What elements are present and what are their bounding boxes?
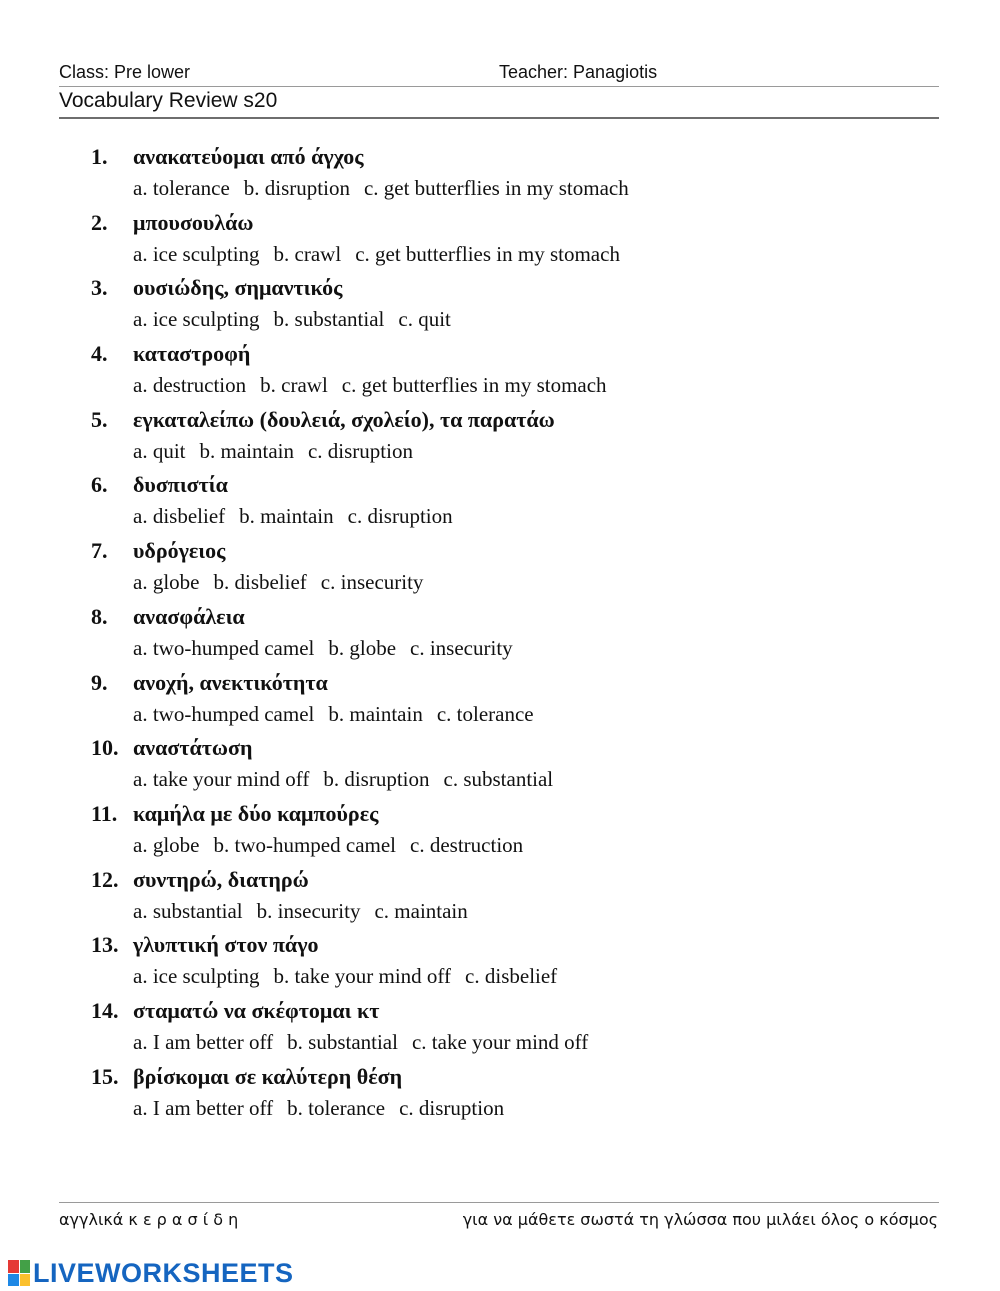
worksheet-title: Vocabulary Review s20	[59, 89, 278, 112]
answer-options	[133, 767, 567, 792]
answer-option[interactable]: c. get butterflies in my stomach	[363, 176, 629, 200]
answer-options	[133, 1096, 518, 1121]
question-item	[0, 996, 1000, 1062]
answer-option[interactable]: a. ice sculpting	[133, 964, 260, 989]
question-prompt: γλυπτική στον πάγο	[133, 932, 319, 958]
answer-option[interactable]: b. substantial	[273, 307, 385, 332]
question-number: 2.	[91, 209, 108, 235]
header-divider	[59, 86, 939, 87]
question-number: 9.	[91, 669, 108, 695]
question-prompt: ανασφάλεια	[133, 603, 245, 629]
answer-option[interactable]: c. maintain	[374, 898, 468, 923]
question-item	[0, 405, 1000, 471]
answer-option[interactable]: a. disbelief	[133, 504, 226, 529]
answer-options	[133, 439, 427, 464]
answer-options	[133, 964, 571, 989]
question-number: 3.	[91, 275, 108, 301]
question-prompt: αναστάτωση	[133, 735, 253, 761]
answer-option[interactable]: b. insecurity	[256, 898, 361, 923]
answer-option[interactable]: b. maintain	[239, 504, 334, 529]
answer-options	[133, 504, 467, 529]
answer-options	[133, 242, 634, 267]
question-item	[0, 1062, 1000, 1128]
answer-option[interactable]: b. disruption	[323, 767, 430, 792]
answer-option[interactable]: b. disbelief	[213, 570, 307, 595]
answer-option[interactable]: b. substantial	[287, 1029, 398, 1054]
question-number: 15.	[91, 1063, 119, 1089]
question-prompt: μπουσουλάω	[133, 209, 254, 235]
liveworksheets-logo-icon	[8, 1260, 30, 1286]
footer-left-text: αγγλικά κ ε ρ α σ ί δ η	[59, 1210, 239, 1229]
question-item	[0, 470, 1000, 536]
answer-option[interactable]: c. tolerance	[436, 701, 534, 726]
answer-options	[133, 702, 548, 727]
answer-option[interactable]: c. disbelief	[465, 964, 558, 989]
answer-option[interactable]: b. two-humped camel	[213, 832, 397, 857]
question-number: 13.	[91, 932, 119, 958]
answer-option[interactable]: b. maintain	[328, 701, 423, 726]
question-prompt: καμήλα με δύο καμπούρες	[133, 800, 379, 826]
question-prompt: δυσπιστία	[133, 472, 228, 498]
question-item	[0, 930, 1000, 996]
answer-option[interactable]: c. insecurity	[410, 635, 513, 660]
answer-option[interactable]: a. take your mind off	[133, 767, 310, 792]
question-item	[0, 865, 1000, 931]
answer-options	[133, 373, 621, 398]
question-prompt: συντηρώ, διατηρώ	[133, 866, 309, 892]
question-number: 5.	[91, 406, 108, 432]
answer-option[interactable]: c. disruption	[347, 504, 453, 529]
answer-options	[133, 833, 537, 858]
teacher-label: Teacher: Panagiotis	[499, 62, 658, 82]
liveworksheets-logo-text: LIVEWORKSHEETS	[33, 1257, 294, 1288]
answer-option[interactable]: c. disruption	[307, 438, 413, 463]
question-number: 8.	[91, 603, 108, 629]
answer-option[interactable]: a. substantial	[133, 898, 243, 923]
question-number: 12.	[91, 866, 119, 892]
question-prompt: ανακατεύομαι από άγχος	[133, 144, 364, 169]
answer-option[interactable]: a. globe	[133, 832, 200, 857]
question-prompt: εγκαταλείπω (δουλειά, σχολείο), τα παρατάω	[133, 406, 555, 432]
question-item	[0, 733, 1000, 799]
answer-option[interactable]: b. crawl	[260, 373, 328, 398]
answer-option[interactable]: c. get butterflies in my stomach	[355, 241, 620, 266]
question-number: 4.	[91, 341, 108, 367]
answer-option[interactable]: c. destruction	[410, 832, 524, 857]
answer-options	[133, 307, 465, 332]
question-number: 14.	[91, 997, 119, 1023]
question-prompt: βρίσκομαι σε καλύτερη θέση	[133, 1063, 403, 1089]
answer-option[interactable]: a. ice sculpting	[133, 307, 260, 332]
answer-option[interactable]: c. insecurity	[320, 570, 424, 595]
question-item	[0, 208, 1000, 274]
answer-options	[133, 899, 482, 924]
answer-option[interactable]: b. take your mind off	[273, 964, 452, 989]
answer-option[interactable]: a. quit	[133, 438, 186, 463]
question-list	[0, 142, 1000, 1127]
answer-option[interactable]: c. disruption	[399, 1095, 505, 1120]
footer-right-text: για να μάθετε σωστά τη γλώσσα που μιλάει όλος ο κόσμος	[462, 1210, 938, 1229]
answer-option[interactable]: a. I am better off	[133, 1095, 274, 1120]
title-divider	[59, 117, 939, 119]
answer-option[interactable]: c. get butterflies in my stomach	[341, 373, 607, 398]
answer-option[interactable]: c. substantial	[443, 767, 554, 792]
answer-option[interactable]: a. ice sculpting	[133, 241, 260, 266]
question-number: 6.	[91, 472, 108, 498]
question-prompt: ουσιώδης, σημαντικός	[133, 275, 343, 301]
answer-option[interactable]: a. tolerance	[133, 176, 230, 200]
question-item	[0, 799, 1000, 865]
answer-option[interactable]: b. disruption	[243, 176, 350, 200]
answer-option[interactable]: c. take your mind off	[411, 1029, 589, 1054]
question-item	[0, 602, 1000, 668]
question-prompt: υδρόγειος	[133, 538, 226, 564]
question-item	[0, 339, 1000, 405]
question-number: 10.	[91, 735, 119, 761]
answer-option[interactable]: a. globe	[133, 570, 200, 595]
footer-divider	[59, 1202, 939, 1203]
answer-option[interactable]: a. two-humped camel	[133, 635, 315, 660]
question-item	[0, 142, 1000, 208]
answer-option[interactable]: b. maintain	[199, 438, 294, 463]
question-prompt: καταστροφή	[133, 341, 251, 367]
question-number: 11.	[91, 800, 118, 826]
answer-option[interactable]: a. I am better off	[133, 1029, 274, 1054]
answer-options	[133, 570, 437, 595]
answer-option[interactable]: b. tolerance	[287, 1095, 386, 1120]
answer-options	[133, 176, 643, 201]
answer-option[interactable]: a. destruction	[133, 373, 247, 398]
question-number: 7.	[91, 538, 108, 564]
liveworksheets-logo[interactable]	[8, 1258, 294, 1288]
answer-options	[133, 1030, 602, 1055]
answer-options	[133, 636, 527, 661]
question-item	[0, 668, 1000, 734]
class-label: Class: Pre lower	[59, 62, 191, 82]
question-prompt: σταματώ να σκέφτομαι κτ	[133, 997, 380, 1023]
question-item	[0, 536, 1000, 602]
answer-option[interactable]: b. crawl	[273, 241, 342, 266]
question-prompt: ανοχή, ανεκτικότητα	[133, 669, 328, 695]
question-number: 1.	[91, 144, 108, 169]
answer-option[interactable]: a. two-humped camel	[133, 701, 315, 726]
question-item	[0, 273, 1000, 339]
worksheet-header	[59, 62, 939, 84]
answer-option[interactable]: c. quit	[398, 307, 451, 332]
answer-option[interactable]: b. globe	[328, 635, 397, 660]
